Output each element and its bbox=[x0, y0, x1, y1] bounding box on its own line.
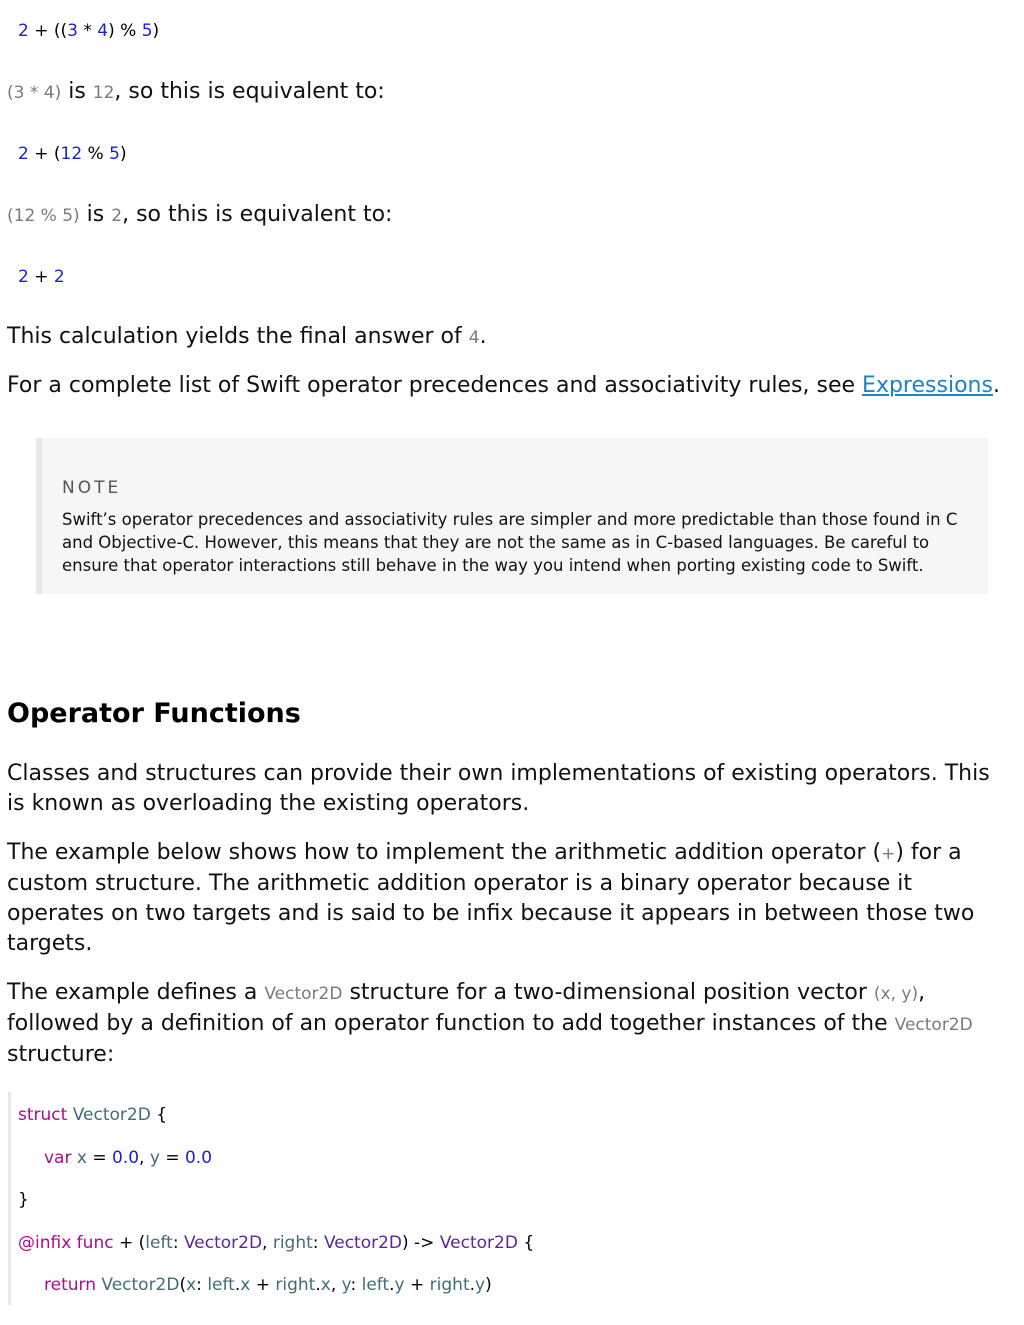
inline-code: + bbox=[881, 844, 896, 864]
code-block-bar bbox=[8, 1092, 11, 1305]
text: The example defines a bbox=[7, 980, 265, 1005]
text: This calculation yields the final answer of bbox=[7, 324, 469, 349]
code-line-expression-3 bbox=[18, 266, 65, 288]
code-line-expression-2 bbox=[18, 143, 127, 165]
text: , so this is equivalent to: bbox=[122, 202, 393, 227]
code-identifier: left bbox=[145, 1233, 173, 1253]
code-punct: + bbox=[250, 1275, 276, 1295]
code-line-struct bbox=[18, 1104, 167, 1126]
text: . bbox=[992, 373, 1000, 398]
section-heading-wrapper bbox=[7, 698, 301, 729]
code-punct: ) bbox=[485, 1275, 492, 1295]
inline-code: (3 * 4) bbox=[7, 83, 62, 103]
text: ) for a custom structure. The arithmetic addition operator is a binary operator because it operates on two targets and is said to be infix because it appears in between those two targets. bbox=[7, 840, 975, 956]
code-identifier: x bbox=[240, 1275, 251, 1295]
code-punct: : bbox=[196, 1275, 208, 1295]
text: , so this is equivalent to: bbox=[114, 79, 385, 104]
code-operator: + (( bbox=[28, 21, 68, 41]
paragraph-step-2 bbox=[7, 200, 392, 231]
code-punct: ) -> bbox=[402, 1233, 440, 1253]
paragraph-step-1 bbox=[7, 77, 385, 108]
paragraph-see-expressions bbox=[7, 371, 1000, 401]
code-operator: + bbox=[28, 267, 54, 287]
note-box bbox=[36, 438, 988, 594]
inline-code: Vector2D bbox=[894, 1015, 973, 1035]
code-operator: + ( bbox=[28, 144, 61, 164]
expressions-link[interactable]: Expressions bbox=[862, 373, 993, 398]
code-punct: . bbox=[315, 1275, 321, 1295]
code-type: Vector2D bbox=[439, 1233, 518, 1253]
code-line-func bbox=[18, 1232, 534, 1254]
code-punct: . bbox=[389, 1275, 395, 1295]
code-number: 2 bbox=[18, 21, 29, 41]
text: is bbox=[79, 202, 112, 227]
code-punct: { bbox=[150, 1105, 168, 1125]
text: structure: bbox=[7, 1042, 115, 1067]
code-keyword: struct bbox=[18, 1105, 68, 1125]
code-identifier: right bbox=[429, 1275, 470, 1295]
code-punct: . bbox=[469, 1275, 476, 1295]
paragraph-addition-operator bbox=[7, 838, 1012, 959]
code-punct: } bbox=[18, 1190, 29, 1210]
inline-code: 4 bbox=[468, 328, 480, 348]
paragraph-vector2d bbox=[7, 978, 1012, 1070]
code-keyword: var bbox=[44, 1148, 72, 1168]
text: Classes and structures can provide their own implementations of existing operators. This is known as overloading the existing operators. bbox=[7, 761, 990, 816]
code-operator: ) % bbox=[108, 21, 142, 41]
code-number: 5 bbox=[109, 144, 120, 164]
code-type: Vector2D bbox=[67, 1105, 151, 1125]
code-keyword: func bbox=[71, 1233, 114, 1253]
code-identifier: y bbox=[149, 1148, 160, 1168]
code-punct: = bbox=[86, 1148, 112, 1168]
code-operator: * bbox=[77, 21, 98, 41]
inline-code: (12 % 5) bbox=[7, 206, 80, 226]
text: is bbox=[61, 79, 93, 104]
code-number: 12 bbox=[60, 144, 83, 164]
code-identifier: x bbox=[186, 1275, 197, 1295]
code-number: 5 bbox=[141, 21, 153, 41]
code-identifier: left bbox=[207, 1275, 235, 1295]
code-keyword: return bbox=[44, 1275, 96, 1295]
code-punct: : bbox=[350, 1275, 362, 1295]
code-punct: = bbox=[159, 1148, 185, 1168]
code-identifier: y bbox=[394, 1275, 405, 1295]
code-punct: , bbox=[139, 1148, 150, 1168]
code-number: 0.0 bbox=[184, 1148, 213, 1168]
code-number: 2 bbox=[53, 267, 65, 287]
text: , followed by a definition of an operator function to add together instances of the bbox=[7, 980, 926, 1036]
code-punct: , bbox=[330, 1275, 342, 1295]
code-operator: ) bbox=[152, 21, 160, 41]
paragraph-final-answer bbox=[7, 322, 487, 353]
inline-code: 12 bbox=[92, 83, 115, 103]
section-heading: Operator Functions bbox=[7, 698, 301, 729]
text: . bbox=[479, 324, 487, 349]
code-identifier: x bbox=[320, 1275, 331, 1295]
code-number: 3 bbox=[67, 21, 78, 41]
note-title: NOTE bbox=[62, 478, 122, 498]
code-punct: ( bbox=[179, 1275, 187, 1295]
code-punct: : bbox=[172, 1233, 184, 1253]
code-number: 2 bbox=[18, 267, 29, 287]
code-identifier: y bbox=[475, 1275, 486, 1295]
text: structure for a two-dimensional position vector bbox=[342, 980, 874, 1005]
code-line-expression-1 bbox=[18, 20, 159, 42]
text: The example below shows how to implement the arithmetic addition operator ( bbox=[7, 840, 882, 865]
code-line-close-brace bbox=[18, 1189, 29, 1211]
code-punct: { bbox=[517, 1233, 535, 1253]
paragraph-overloading bbox=[7, 759, 1012, 819]
code-punct: , bbox=[262, 1233, 273, 1253]
code-punct: : bbox=[312, 1233, 324, 1253]
code-line-return bbox=[44, 1274, 492, 1296]
code-identifier: y bbox=[341, 1275, 351, 1295]
code-punct: + ( bbox=[113, 1233, 146, 1253]
code-number: 4 bbox=[97, 21, 109, 41]
code-type: Vector2D bbox=[183, 1233, 263, 1253]
code-identifier: right bbox=[275, 1275, 316, 1295]
code-punct: + bbox=[404, 1275, 430, 1295]
code-keyword: @infix bbox=[18, 1233, 72, 1253]
note-body: Swift’s operator precedences and associativity rules are simpler and more predictable than those found in C and Objective-C. However, this means that they are not the same as in C-based languages. Be careful to ensure that operator interactions still behave in the way you intend when porting existing code to Swift. bbox=[62, 510, 958, 575]
code-number: 2 bbox=[18, 144, 29, 164]
inline-code: Vector2D bbox=[264, 984, 343, 1004]
code-operator: ) bbox=[119, 144, 127, 164]
code-identifier: right bbox=[272, 1233, 313, 1253]
code-punct: . bbox=[234, 1275, 241, 1295]
inline-code: (x, y) bbox=[873, 984, 919, 1004]
code-number: 0.0 bbox=[112, 1148, 140, 1168]
code-type: Vector2D bbox=[323, 1233, 403, 1253]
inline-code: 2 bbox=[111, 206, 123, 226]
text: For a complete list of Swift operator precedences and associativity rules, see bbox=[7, 373, 863, 398]
code-type: Vector2D bbox=[95, 1275, 180, 1295]
code-identifier: x bbox=[71, 1148, 87, 1168]
code-line-var bbox=[44, 1147, 212, 1169]
code-identifier: left bbox=[361, 1275, 390, 1295]
code-operator: % bbox=[82, 144, 110, 164]
